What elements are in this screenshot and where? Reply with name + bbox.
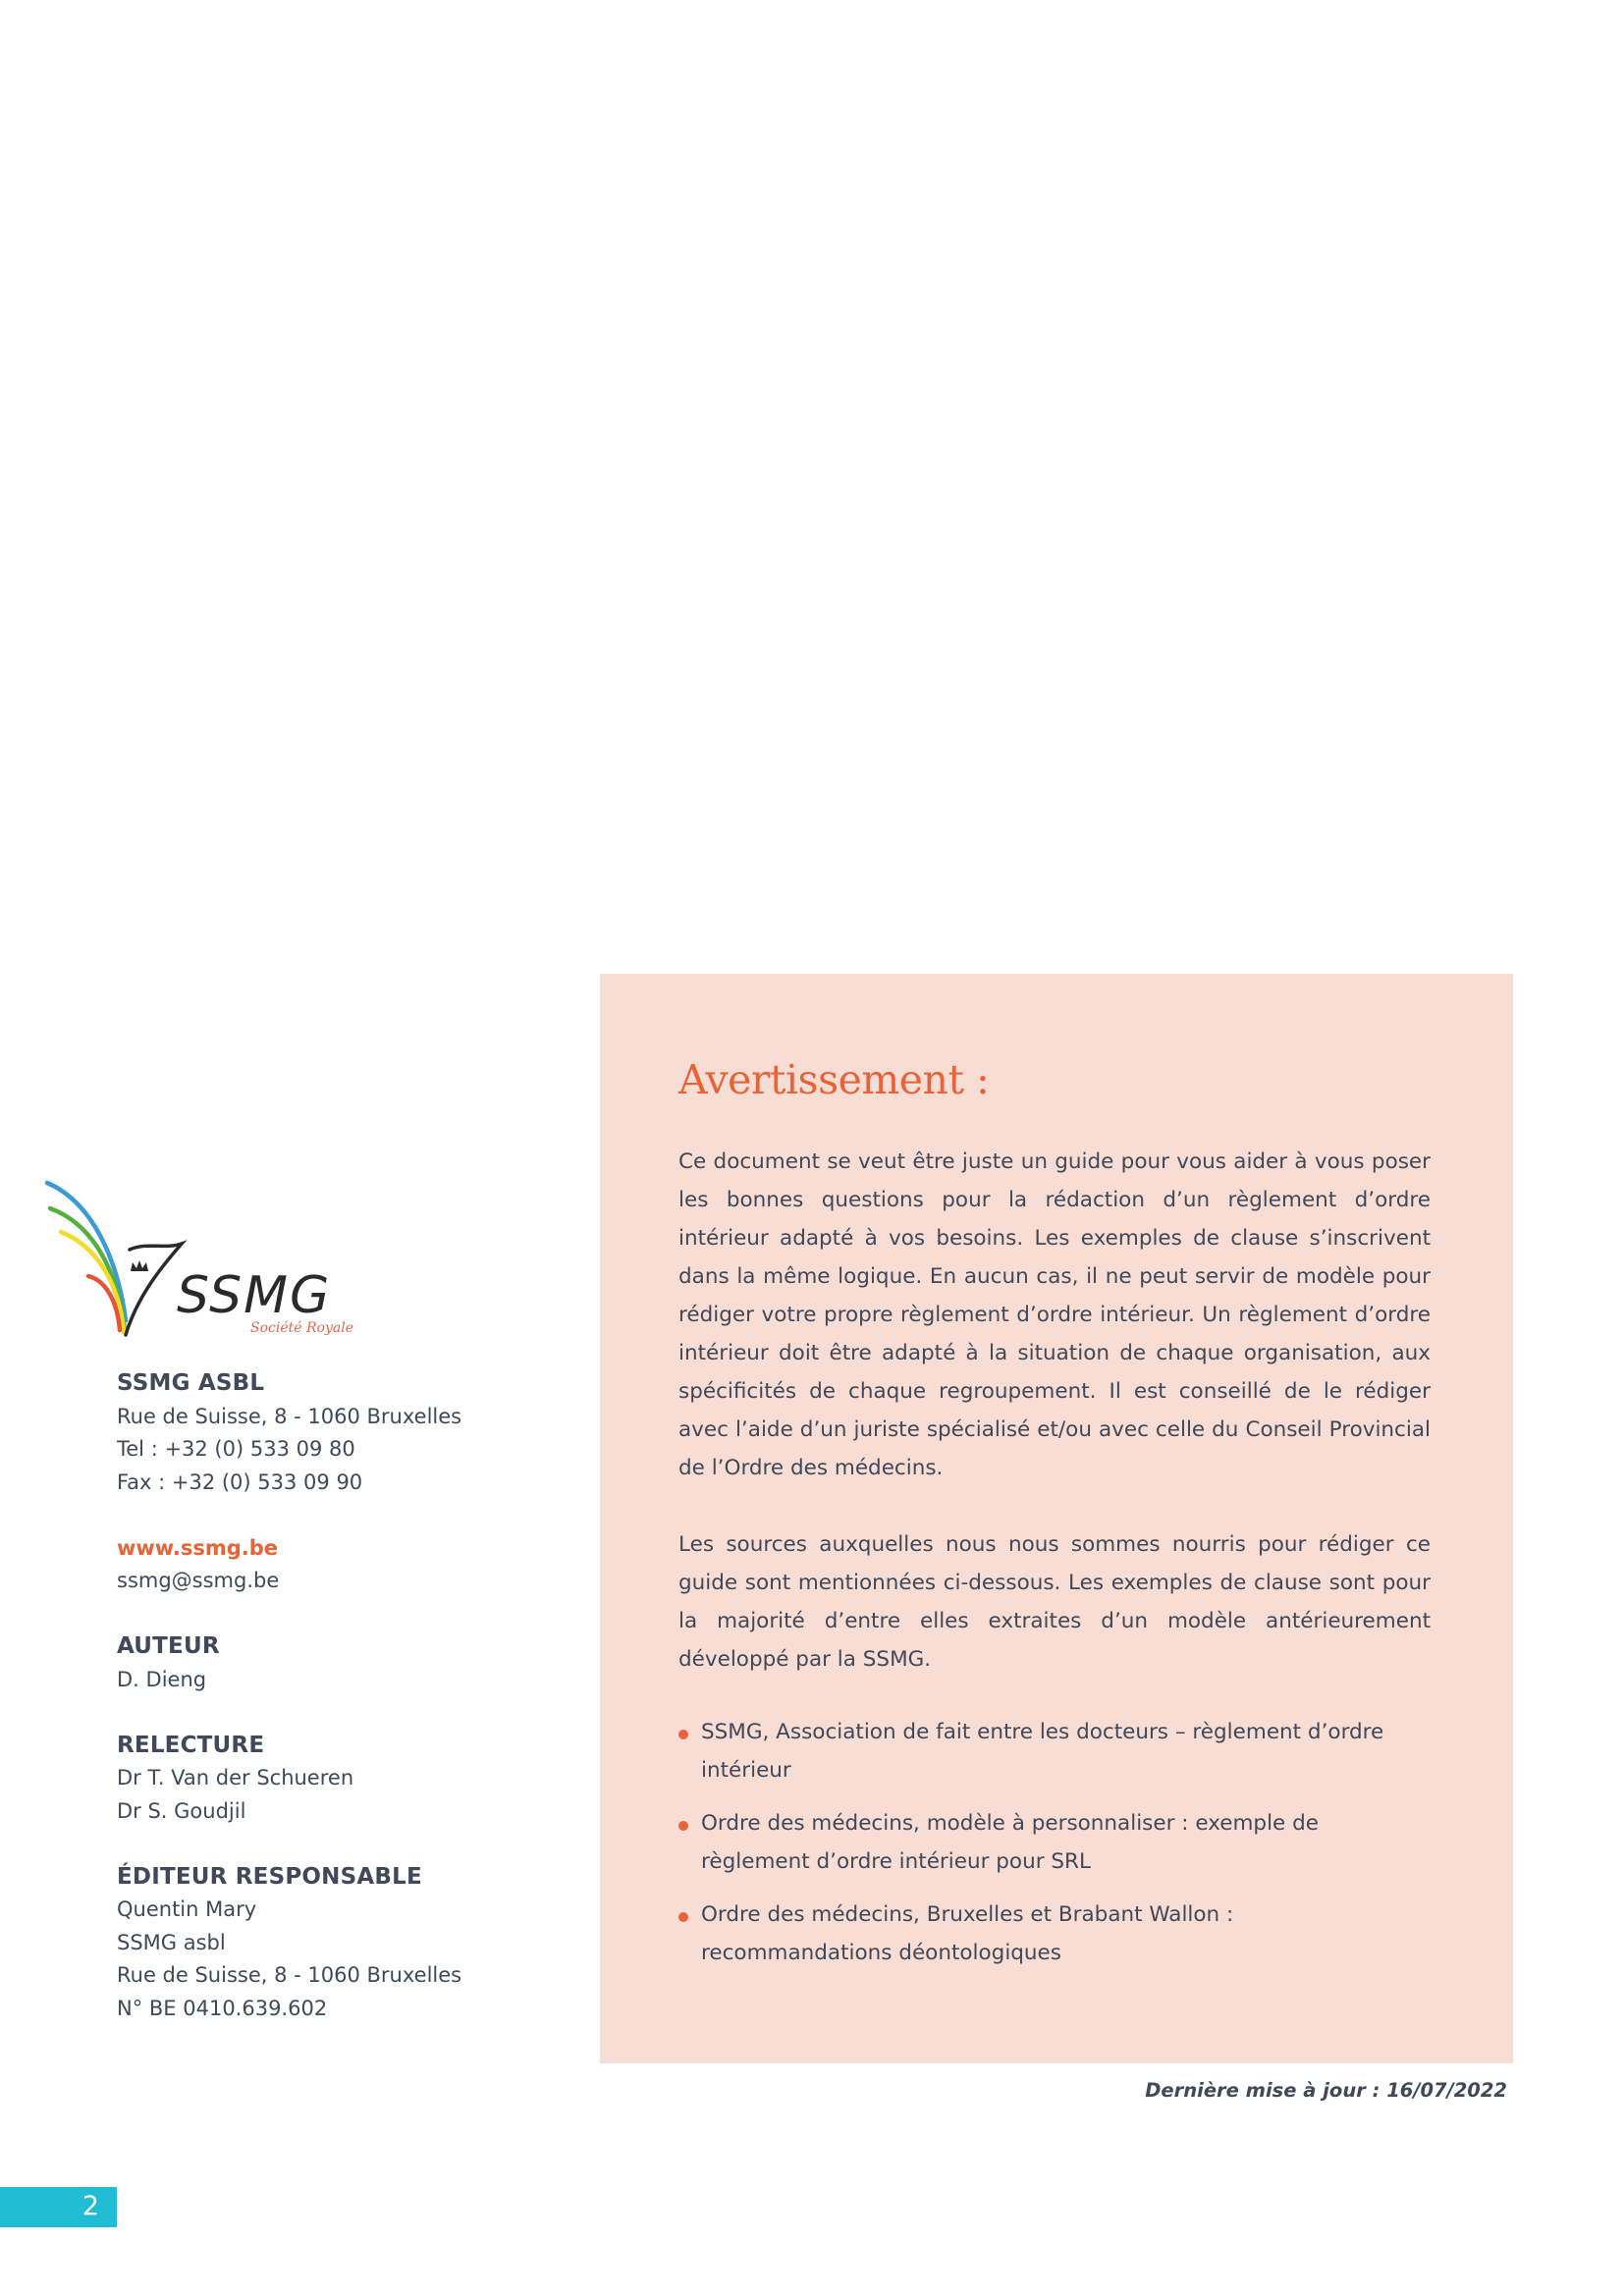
bullet-icon (678, 1821, 688, 1831)
ssmg-logo-graphic (39, 1173, 373, 1350)
email-link[interactable]: ssmg@ssmg.be (117, 1569, 280, 1592)
last-updated: Dernière mise à jour : 16/07/2022 (1145, 2079, 1507, 2102)
page-number-badge (0, 2187, 117, 2227)
org-name: SSMG ASBL (117, 1370, 265, 1396)
source-item (678, 1714, 1425, 1789)
source-item (678, 1896, 1425, 1972)
sources-paragraph: Les sources auxquelles nous nous sommes nourris pour rédiger ce guide sont mentionnées ci-dessous. Les exemples de clause sont pour la majorité d’entre elles extraites d’un modèle antérieurement développé par la SSMG. (678, 1532, 1431, 1672)
review-heading: RELECTURE (117, 1732, 265, 1758)
publisher-line: Rue de Suisse, 8 - 1060 Bruxelles (117, 1963, 462, 1987)
reviewer-name: Dr T. Van der Schueren (117, 1766, 354, 1789)
crown-icon (131, 1260, 148, 1271)
logo-tagline: Société Royale (250, 1320, 353, 1336)
org-fax: Fax : +32 (0) 533 09 90 (117, 1469, 363, 1494)
website-link[interactable]: www.ssmg.be (117, 1535, 279, 1560)
source-item (678, 1805, 1425, 1881)
author-name: D. Dieng (117, 1667, 207, 1691)
warning-box (600, 974, 1513, 2063)
sources-list (678, 1714, 1425, 1988)
bullet-icon (678, 1730, 688, 1739)
contact-block (117, 1367, 529, 2025)
publisher-line: N° BE 0410.639.602 (117, 1996, 328, 2020)
source-text: Ordre des médecins, modèle à personnaliser : exemple de règlement d’ordre intérieur pour SRL (701, 1811, 1319, 1874)
publisher-line: Quentin Mary (117, 1897, 257, 1921)
bullet-icon (678, 1912, 688, 1922)
source-text: Ordre des médecins, Bruxelles et Brabant Wallon : recommandations déontologiques (701, 1902, 1234, 1965)
author-heading: AUTEUR (117, 1633, 220, 1659)
page-number: 2 (81, 2191, 99, 2221)
reviewer-name: Dr S. Goudjil (117, 1798, 246, 1823)
org-phone: Tel : +32 (0) 533 09 80 (117, 1437, 355, 1461)
org-address: Rue de Suisse, 8 - 1060 Bruxelles (117, 1404, 462, 1428)
warning-title: Avertissement : (678, 1056, 990, 1103)
logo-seven-stroke (126, 1244, 182, 1335)
warning-paragraph: Ce document se veut être juste un guide pour vous aider à vous poser les bonnes questions pour la rédaction d’un règlement d’ordre intérieur adapté à vos besoins. Les exemples de clause s’inscrivent dans la même logique. En aucun cas, il ne peut servir de modèle pour rédiger votre propre règlement d’ordre intérieur. Un règlement d’ordre intérieur doit être adapté à la situation de chaque organisation, aux spécificités de chaque regroupement. Il est conseillé de le rédiger avec l’aide d’un juriste spécialisé et/ou avec celle du Conseil Provincial de l’Ordre des médecins. (678, 1149, 1431, 1480)
ssmg-logo (39, 1173, 373, 1350)
publisher-line: SSMG asbl (117, 1930, 226, 1954)
source-text: SSMG, Association de fait entre les docteurs – règlement d’ordre intérieur (701, 1720, 1384, 1783)
logo-wordmark: SSMG (177, 1266, 332, 1325)
publisher-heading: ÉDITEUR RESPONSABLE (117, 1863, 422, 1890)
